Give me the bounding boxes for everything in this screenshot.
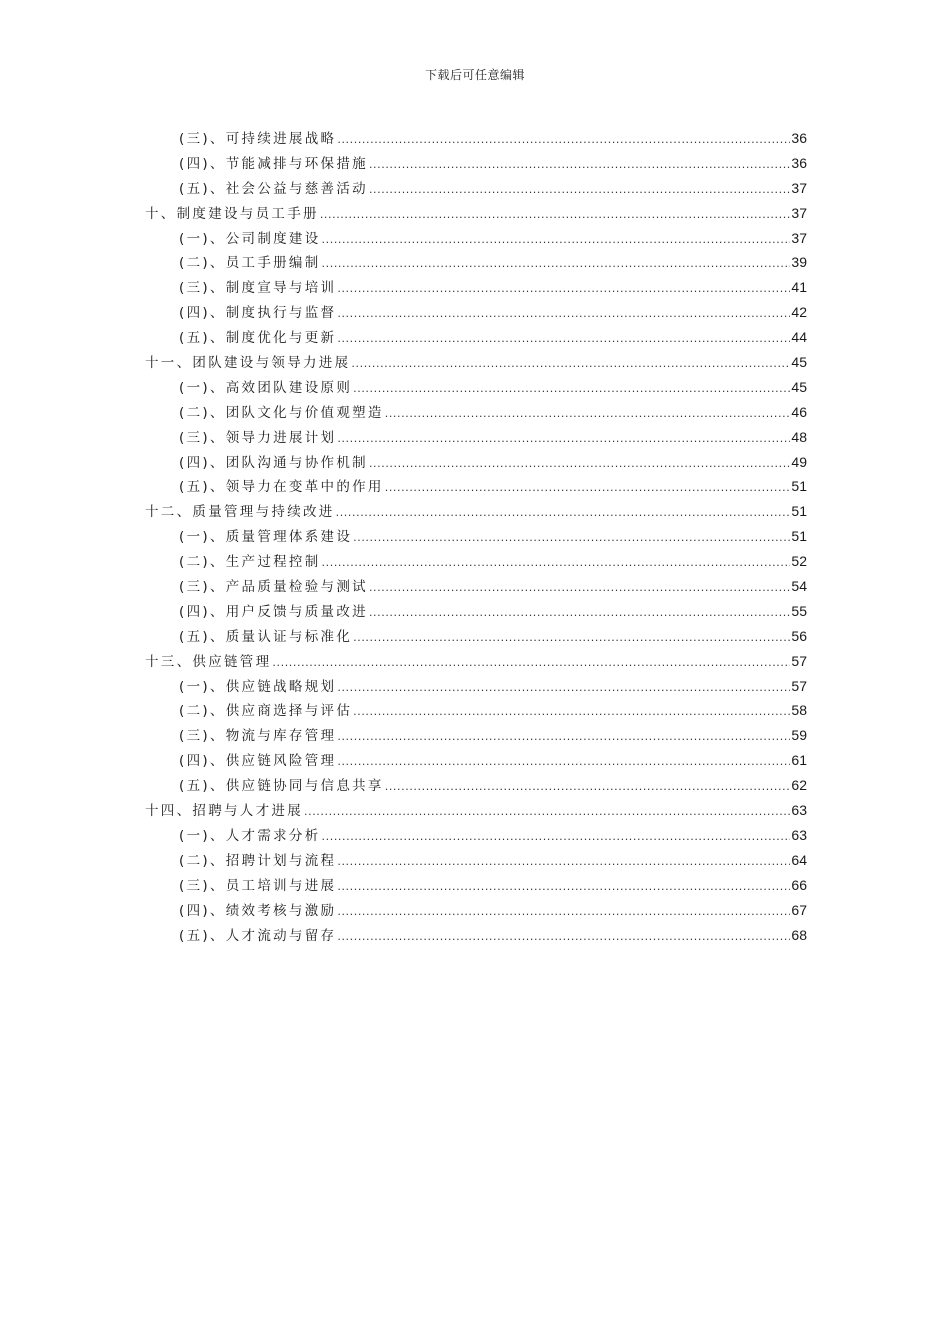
toc-page-number: 63 bbox=[791, 802, 807, 819]
toc-dot-leader bbox=[272, 650, 790, 676]
toc-dot-leader bbox=[336, 500, 791, 526]
toc-page-number: 61 bbox=[791, 752, 807, 769]
toc-page-number: 45 bbox=[791, 354, 807, 371]
toc-dot-leader bbox=[322, 824, 791, 850]
toc-dot-leader bbox=[369, 451, 790, 477]
toc-entry-title: (三)、员工培训与进展 bbox=[179, 877, 337, 894]
toc-page-number: 37 bbox=[791, 179, 807, 196]
toc-dot-leader bbox=[337, 924, 790, 950]
toc-section-entry[interactable] bbox=[145, 226, 807, 251]
toc-entry-title: (一)、公司制度建设 bbox=[179, 230, 321, 247]
toc-entry-title: (二)、团队文化与价值观塑造 bbox=[179, 404, 384, 421]
toc-dot-leader bbox=[351, 351, 790, 377]
toc-page-number: 45 bbox=[791, 378, 807, 395]
toc-dot-leader bbox=[369, 152, 790, 178]
toc-section-entry[interactable] bbox=[145, 923, 807, 948]
table-of-contents bbox=[145, 126, 807, 947]
toc-page-number: 57 bbox=[791, 677, 807, 694]
toc-dot-leader bbox=[385, 774, 791, 800]
toc-entry-title: (五)、人才流动与留存 bbox=[179, 927, 337, 944]
toc-entry-title: (四)、团队沟通与协作机制 bbox=[179, 454, 368, 471]
toc-dot-leader bbox=[385, 475, 791, 501]
toc-dot-leader bbox=[337, 301, 790, 327]
toc-dot-leader bbox=[353, 525, 790, 551]
toc-entry-title: (三)、制度宣导与培训 bbox=[179, 280, 337, 297]
toc-section-entry[interactable] bbox=[145, 250, 807, 275]
toc-page-number: 36 bbox=[791, 130, 807, 146]
toc-entry-title: (一)、高效团队建设原则 bbox=[179, 379, 353, 396]
toc-entry-title: (三)、物流与库存管理 bbox=[179, 728, 337, 745]
toc-page-number: 66 bbox=[791, 876, 807, 893]
toc-section-entry[interactable] bbox=[145, 300, 807, 325]
toc-entry-title: (三)、可持续进展战略 bbox=[179, 131, 337, 147]
toc-entry-title: (四)、绩效考核与激励 bbox=[179, 902, 337, 919]
toc-page-number: 55 bbox=[791, 602, 807, 619]
toc-entry-title: 十二、质量管理与持续改进 bbox=[145, 504, 335, 521]
toc-section-entry[interactable] bbox=[145, 748, 807, 773]
toc-dot-leader bbox=[337, 127, 790, 153]
toc-page-number: 51 bbox=[791, 478, 807, 495]
toc-entry-title: (四)、用户反馈与质量改进 bbox=[179, 603, 368, 620]
toc-section-entry[interactable] bbox=[145, 524, 807, 549]
toc-section-entry[interactable] bbox=[145, 773, 807, 798]
toc-section-entry[interactable] bbox=[145, 599, 807, 624]
toc-entry-title: (四)、制度执行与监督 bbox=[179, 305, 337, 322]
toc-section-entry[interactable] bbox=[145, 873, 807, 898]
toc-entry-title: 十三、供应链管理 bbox=[145, 653, 272, 670]
toc-dot-leader bbox=[353, 699, 790, 725]
toc-section-entry[interactable] bbox=[145, 574, 807, 599]
toc-section-entry[interactable] bbox=[145, 674, 807, 699]
toc-page-number: 39 bbox=[791, 254, 807, 271]
toc-dot-leader bbox=[337, 426, 790, 452]
toc-dot-leader bbox=[369, 600, 790, 626]
toc-page-number: 58 bbox=[791, 702, 807, 719]
toc-dot-leader bbox=[369, 575, 790, 601]
toc-chapter-entry[interactable] bbox=[145, 649, 807, 674]
toc-entry-title: (五)、制度优化与更新 bbox=[179, 330, 337, 347]
toc-dot-leader bbox=[369, 177, 790, 203]
toc-chapter-entry[interactable] bbox=[145, 201, 807, 226]
toc-entry-title: (二)、招聘计划与流程 bbox=[179, 852, 337, 869]
toc-page-number: 42 bbox=[791, 304, 807, 321]
page-header: 下载后可任意编辑 bbox=[424, 68, 525, 82]
toc-page-number: 59 bbox=[791, 727, 807, 744]
toc-section-entry[interactable] bbox=[145, 375, 807, 400]
toc-dot-leader bbox=[353, 625, 790, 651]
toc-entry-title: (三)、产品质量检验与测试 bbox=[179, 579, 368, 596]
toc-section-entry[interactable] bbox=[145, 549, 807, 574]
toc-section-entry[interactable] bbox=[145, 151, 807, 176]
toc-entry-title: (四)、供应链风险管理 bbox=[179, 753, 337, 770]
toc-section-entry[interactable] bbox=[145, 698, 807, 723]
toc-section-entry[interactable] bbox=[145, 176, 807, 201]
toc-page-number: 67 bbox=[791, 901, 807, 918]
toc-page-number: 51 bbox=[791, 528, 807, 545]
toc-section-entry[interactable] bbox=[145, 325, 807, 350]
toc-entry-title: (五)、质量认证与标准化 bbox=[179, 628, 353, 645]
toc-page-number: 41 bbox=[791, 279, 807, 296]
toc-section-entry[interactable] bbox=[145, 723, 807, 748]
toc-page-number: 37 bbox=[791, 204, 807, 221]
toc-page-number: 51 bbox=[791, 503, 807, 520]
toc-dot-leader bbox=[337, 749, 790, 775]
toc-chapter-entry[interactable] bbox=[145, 798, 807, 823]
toc-page-number: 52 bbox=[791, 553, 807, 570]
toc-section-entry[interactable] bbox=[145, 275, 807, 300]
toc-section-entry[interactable] bbox=[145, 898, 807, 923]
toc-page-number: 54 bbox=[791, 578, 807, 595]
toc-dot-leader bbox=[322, 251, 791, 277]
toc-dot-leader bbox=[337, 276, 790, 302]
toc-dot-leader bbox=[337, 849, 790, 875]
toc-dot-leader bbox=[337, 874, 790, 900]
toc-section-entry[interactable] bbox=[145, 126, 807, 151]
toc-entry-title: (一)、质量管理体系建设 bbox=[179, 529, 353, 546]
toc-entry-title: (一)、人才需求分析 bbox=[179, 827, 321, 844]
toc-section-entry[interactable] bbox=[145, 400, 807, 425]
toc-entry-title: (五)、领导力在变革中的作用 bbox=[179, 479, 384, 496]
toc-page-number: 62 bbox=[791, 777, 807, 794]
toc-dot-leader bbox=[385, 401, 791, 427]
toc-page-number: 57 bbox=[791, 652, 807, 669]
toc-dot-leader bbox=[320, 202, 791, 228]
toc-page-number: 56 bbox=[791, 627, 807, 644]
toc-dot-leader bbox=[337, 326, 790, 352]
toc-section-entry[interactable] bbox=[145, 848, 807, 873]
toc-entry-title: (二)、供应商选择与评估 bbox=[179, 703, 353, 720]
toc-entry-title: (二)、员工手册编制 bbox=[179, 255, 321, 272]
toc-entry-title: (四)、节能减排与环保措施 bbox=[179, 155, 368, 172]
toc-dot-leader bbox=[322, 550, 791, 576]
toc-section-entry[interactable] bbox=[145, 474, 807, 499]
toc-dot-leader bbox=[337, 724, 790, 750]
toc-dot-leader bbox=[337, 675, 790, 701]
toc-section-entry[interactable] bbox=[145, 450, 807, 475]
toc-chapter-entry[interactable] bbox=[145, 350, 807, 375]
toc-entry-title: (三)、领导力进展计划 bbox=[179, 429, 337, 446]
toc-chapter-entry[interactable] bbox=[145, 499, 807, 524]
toc-entry-title: 十、制度建设与员工手册 bbox=[145, 205, 319, 222]
toc-entry-title: (五)、供应链协同与信息共享 bbox=[179, 778, 384, 795]
toc-page-number: 36 bbox=[791, 154, 807, 171]
toc-page-number: 63 bbox=[791, 826, 807, 843]
toc-entry-title: (二)、生产过程控制 bbox=[179, 554, 321, 571]
toc-dot-leader bbox=[353, 376, 790, 402]
toc-page-number: 37 bbox=[791, 229, 807, 246]
toc-entry-title: (五)、社会公益与慈善活动 bbox=[179, 180, 368, 197]
toc-section-entry[interactable] bbox=[145, 624, 807, 649]
toc-page-number: 49 bbox=[791, 453, 807, 470]
toc-page-number: 64 bbox=[791, 851, 807, 868]
toc-page-number: 68 bbox=[791, 926, 807, 943]
toc-page-number: 48 bbox=[791, 428, 807, 445]
toc-entry-title: 十四、招聘与人才进展 bbox=[145, 803, 303, 820]
toc-section-entry[interactable] bbox=[145, 823, 807, 848]
toc-section-entry[interactable] bbox=[145, 425, 807, 450]
toc-dot-leader bbox=[322, 227, 791, 253]
toc-entry-title: (一)、供应链战略规划 bbox=[179, 678, 337, 695]
toc-entry-title: 十一、团队建设与领导力进展 bbox=[145, 355, 351, 372]
toc-dot-leader bbox=[304, 799, 790, 825]
toc-dot-leader bbox=[337, 899, 790, 925]
toc-page-number: 46 bbox=[791, 403, 807, 420]
toc-page-number: 44 bbox=[791, 329, 807, 346]
